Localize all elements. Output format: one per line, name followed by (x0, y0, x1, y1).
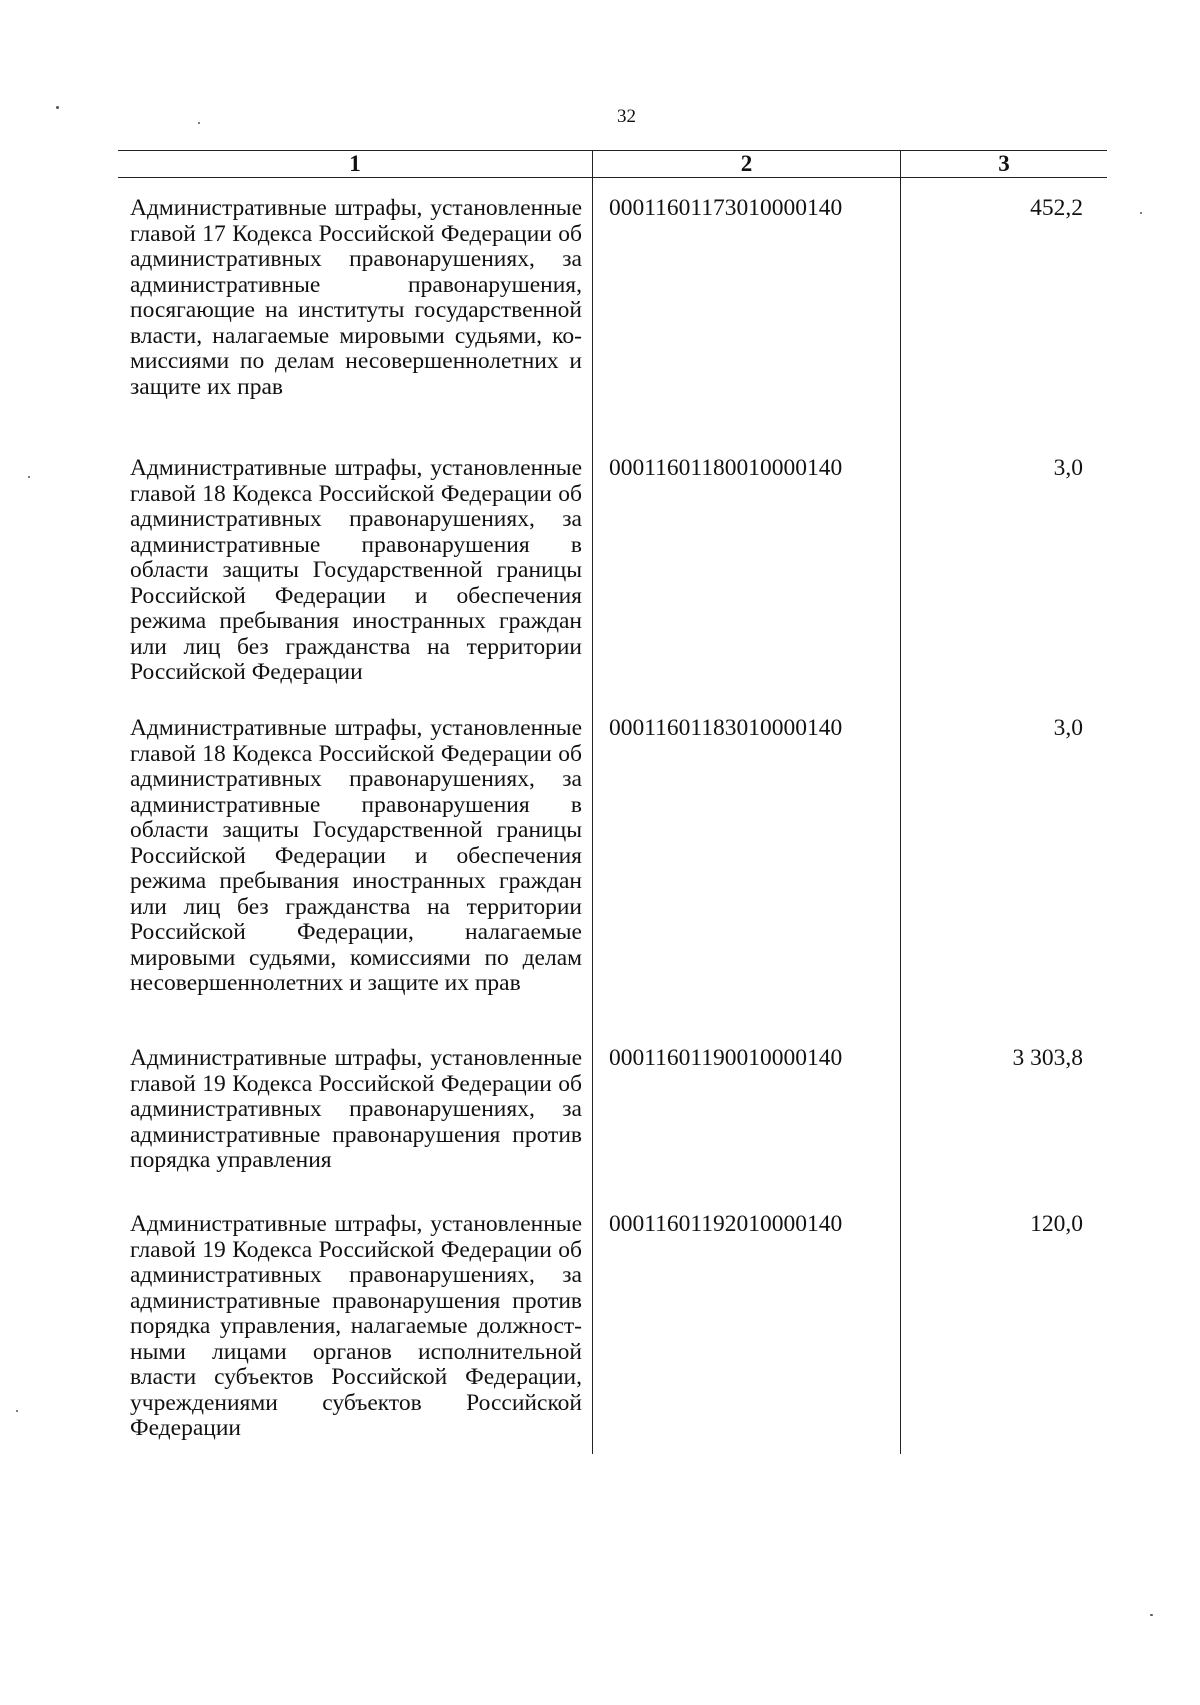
scan-speck (1140, 212, 1142, 214)
row-code: 00011601190010000140 (592, 1028, 900, 1194)
row-description: Административные штрафы, установленные главой 18 Кодекса Российской Федерации об административных правонарушениях, за административные правонарушения в области защиты Государственной границы Российской Федерации и обеспечения режима пребывания иностранных граждан или лиц без гражданства на территории Российской Федерации (130, 455, 582, 685)
column-header-1: 1 (349, 151, 361, 176)
table-body (118, 178, 1107, 1454)
revenue-table (118, 150, 1107, 1454)
row-amount: 3 303,8 (900, 1028, 1107, 1194)
row-description: Административные штрафы, установленные главой 19 Кодекса Российской Федерации об административных правонарушениях, за административные правонарушения против порядка управления, налагаемые должностными лицами органов исполнительной власти субъектов Российской Федерации, учреждениями субъектов Российской Федерации (130, 1211, 582, 1441)
row-amount: 3,0 (900, 438, 1107, 698)
row-description: Административные штрафы, установленные главой 18 Кодекса Российской Федерации об административных правонарушениях, за административные правонарушения в области защиты Государственной границы Российской Федерации и обеспечения режима пребывания иностранных граждан или лиц без гражданства на территории Российской Федерации, налагаемые мировыми судьями, комиссиями по делам несовершеннолетних и защите их прав (130, 715, 582, 996)
page-number: 32 (617, 106, 636, 127)
column-header-2: 2 (592, 151, 900, 177)
row-description: Административные штрафы, установленные главой 17 Кодекса Российской Федерации об административных правонарушениях, за административные правонарушения, посягающие на институты государственной власти, налагаемые мировыми судьями, комиссиями по делам несовершеннолетних и защите их прав (130, 195, 582, 400)
row-code: 00011601173010000140 (592, 178, 900, 438)
row-code: 00011601180010000140 (592, 438, 900, 698)
row-amount: 120,0 (900, 1194, 1107, 1454)
row-description: Административные штрафы, установленные главой 19 Кодекса Российской Федерации об административных правонарушениях, за административные правонарушения против порядка управления (130, 1045, 582, 1173)
column-header-3: 3 (900, 151, 1107, 177)
scan-speck (56, 106, 59, 109)
row-code: 00011601183010000140 (592, 698, 900, 1028)
table-header (118, 151, 1107, 178)
scan-speck (28, 476, 30, 478)
scan-speck (16, 1410, 18, 1412)
row-code: 00011601192010000140 (592, 1194, 900, 1454)
row-amount: 3,0 (900, 698, 1107, 1028)
scan-speck (1150, 1614, 1153, 1616)
row-amount: 452,2 (900, 178, 1107, 438)
scan-speck (198, 122, 200, 124)
